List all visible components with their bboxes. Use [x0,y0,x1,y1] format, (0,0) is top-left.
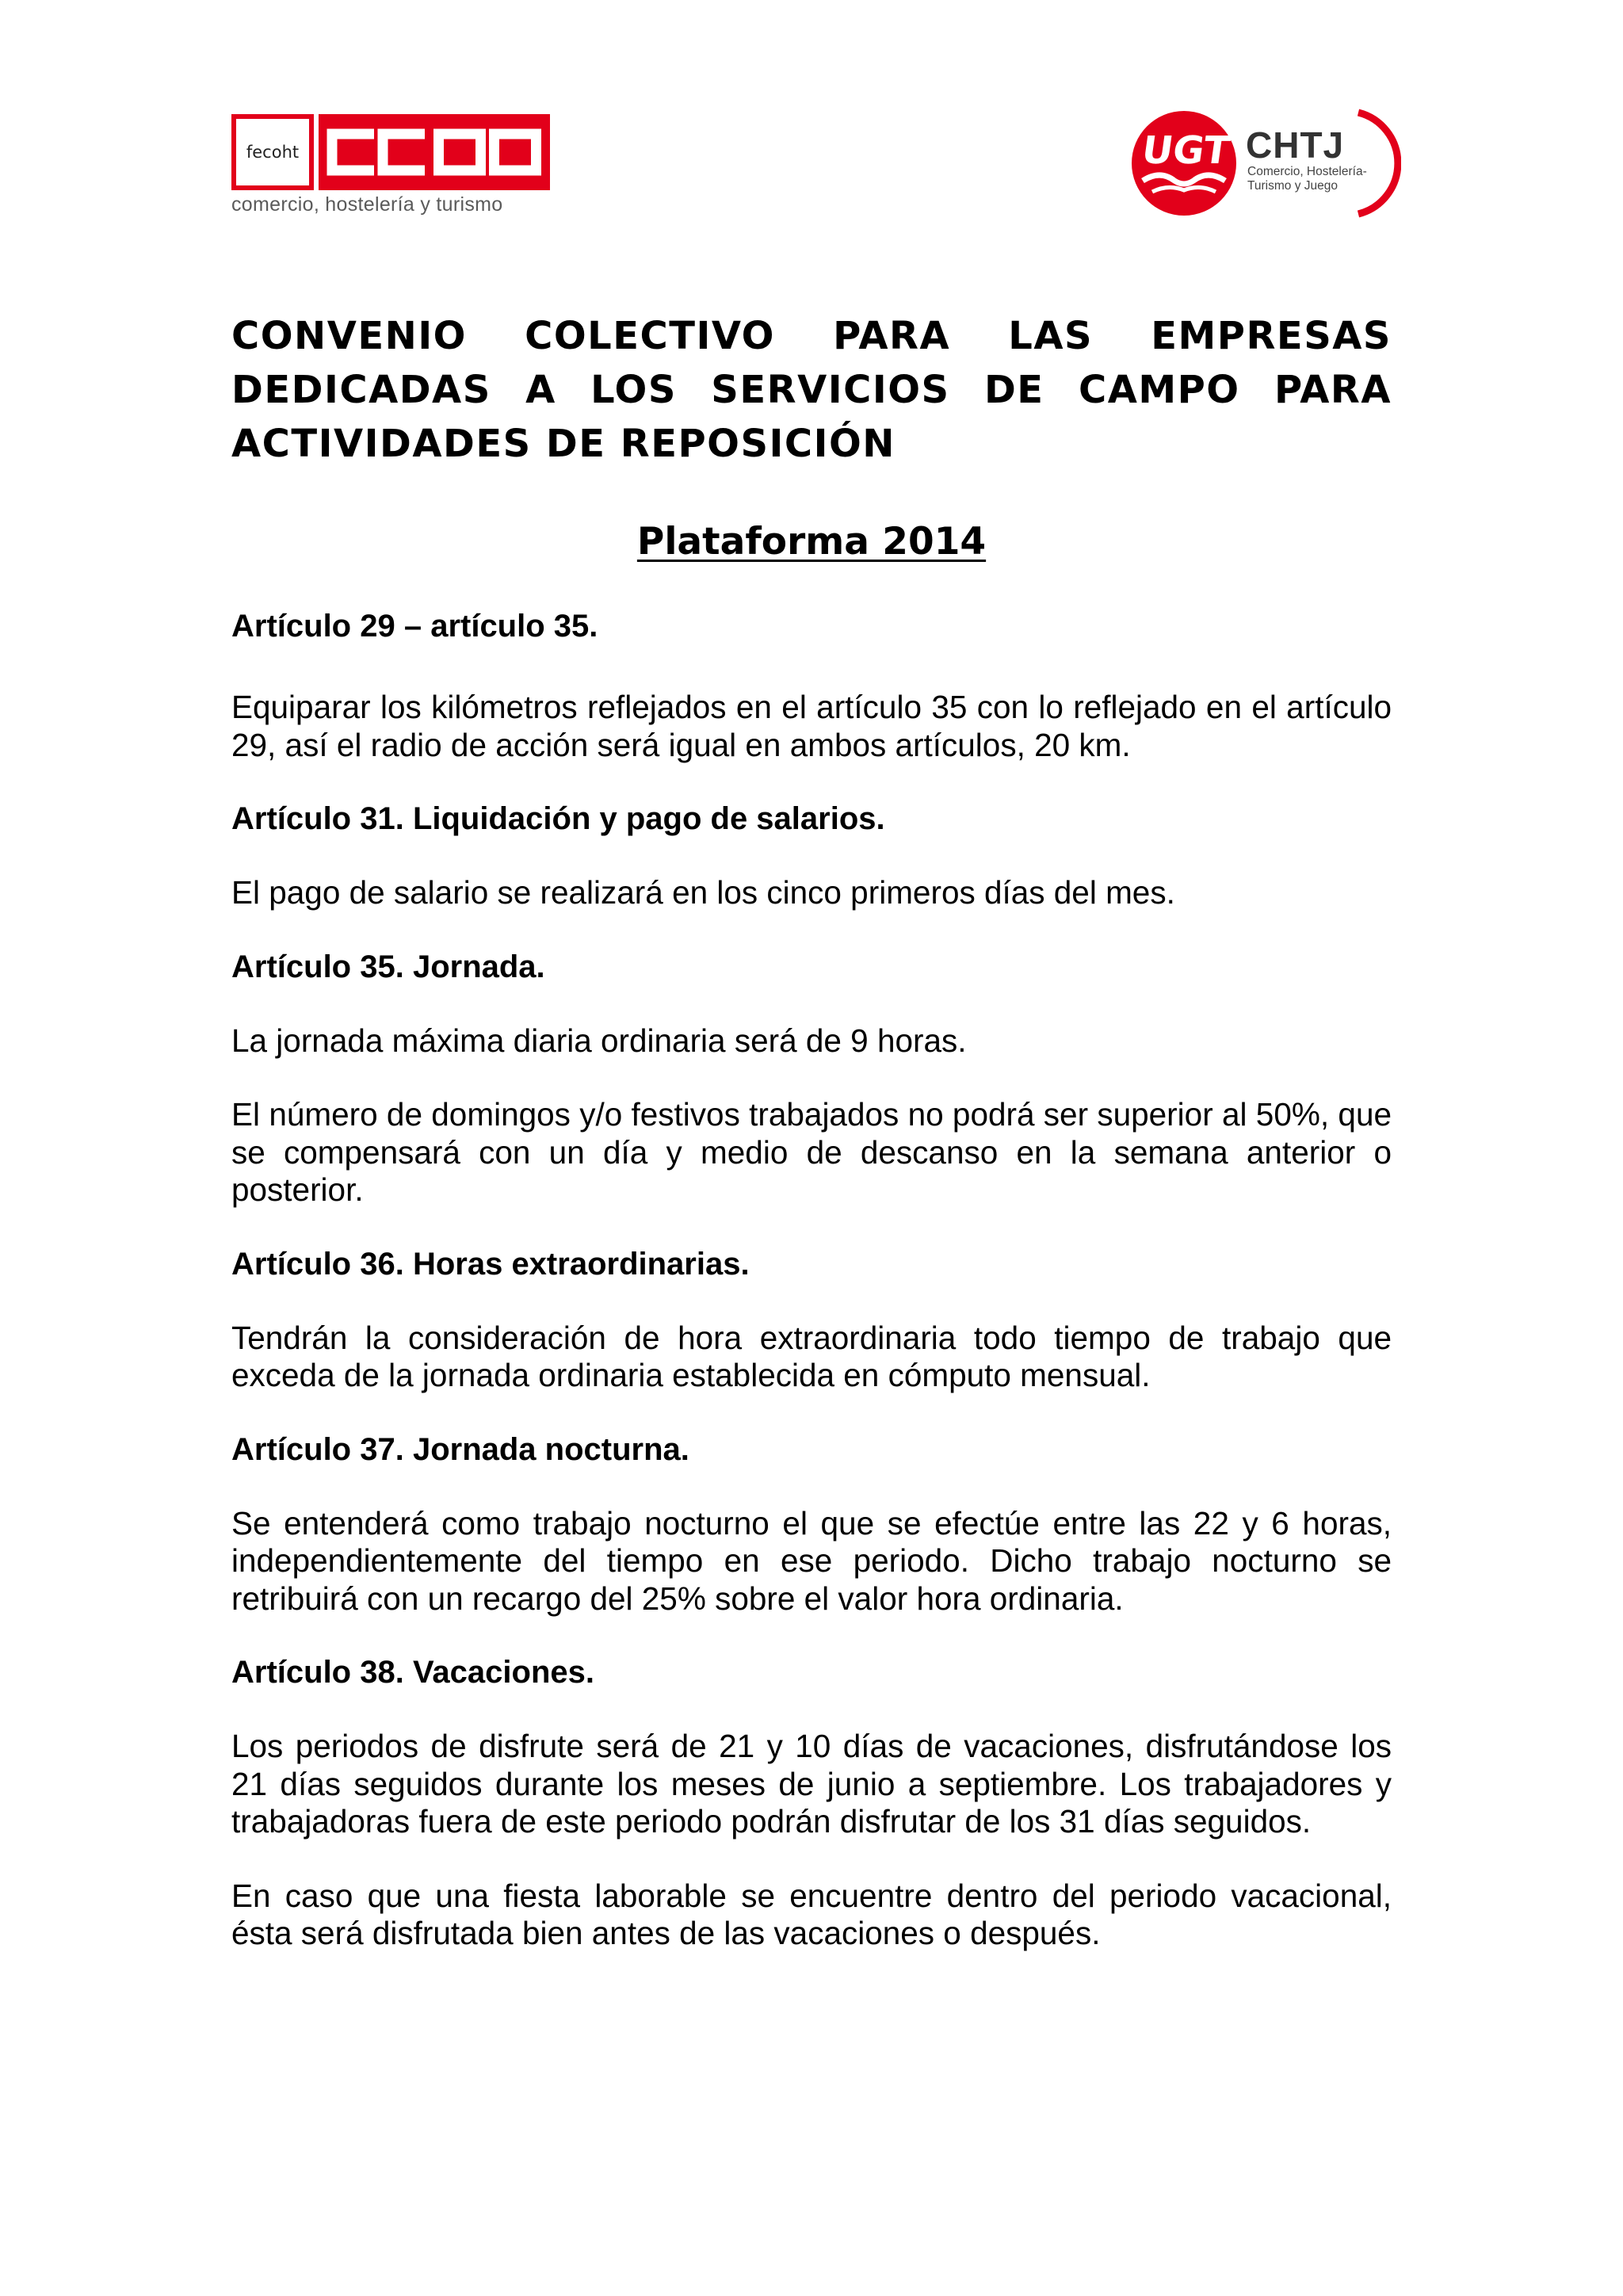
document-subtitle: Plataforma 2014 [636,520,987,563]
ccoo-letters-icon [327,128,542,176]
article-31-heading: Artículo 31. Liquidación y pago de salarios. [231,801,885,836]
article-35-paragraph-1: La jornada máxima diaria ordinaria será de 9 horas. [231,1022,967,1059]
article-31-paragraph: El pago de salario se realizará en los cinco primeros días del mes. [231,874,1175,911]
article-38-paragraph-1: Los periodos de disfrute será de 21 y 10 días de vacaciones, disfrutándose los 21 días seguidos durante los meses de junio a septiembre. Los trabajadores y trabajadoras fuera de este periodo podrán disfrutar de los 31 días seguidos. [231,1728,1392,1839]
fecoht-label: fecoht [246,143,300,162]
document-title: CONVENIO COLECTIVO PARA LAS EMPRESAS DEDICADAS A LOS SERVICIOS DE CAMPO PARA ACTIVIDADES DE REPOSICIÓN [231,314,1392,466]
article-37-paragraph: Se entenderá como trabajo nocturno el que se efectúe entre las 22 y 6 horas, independientemente del tiempo en ese periodo. Dicho trabajo nocturno se retribuirá con un recargo del 25% sobre el valor hora ordinaria. [231,1504,1392,1617]
chtj-subtitle-line-1: Comercio, Hostelería- [1247,165,1367,178]
svg-text:UGT: UGT [1139,128,1233,173]
article-38-heading: Artículo 38. Vacaciones. [231,1655,594,1690]
article-36-heading: Artículo 36. Horas extraordinarias. [231,1246,750,1282]
chtj-title: CHTJ [1246,124,1345,166]
article-38-paragraph-2: En caso que una fiesta laborable se encuentre dentro del periodo vacacional, ésta será disfrutada bien antes de las vacaciones o después. [231,1877,1392,1951]
ugt-chtj-logo [1128,108,1401,219]
article-36-paragraph: Tendrán la consideración de hora extraordinaria todo tiempo de trabajo que exceda de la jornada ordinaria establecida en cómputo mensual. [231,1319,1392,1393]
article-35-heading: Artículo 35. Jornada. [231,949,545,984]
ccoo-logo [231,114,550,216]
ccoo-tagline: comercio, hostelería y turismo [231,193,503,216]
article-29-35-paragraph: Equiparar los kilómetros reflejados en el artículo 35 con lo reflejado en el artículo 29, así el radio de acción será igual en ambos artículos, 20 km. [231,689,1392,763]
article-37-heading: Artículo 37. Jornada nocturna. [231,1431,689,1467]
subtitle-wrapper [231,520,1392,563]
fecoht-logo-box [231,114,314,190]
chtj-subtitle-line-2: Turismo y Juego [1247,179,1338,193]
article-29-35-heading: Artículo 29 – artículo 35. [231,609,598,644]
document-body [231,309,1392,1953]
ccoo-wordmark [319,114,550,190]
article-35-paragraph-2: El número de domingos y/o festivos trabajados no podrá ser superior al 50%, que se compensará con un día y medio de descanso en la semana anterior o posterior. [231,1096,1392,1208]
